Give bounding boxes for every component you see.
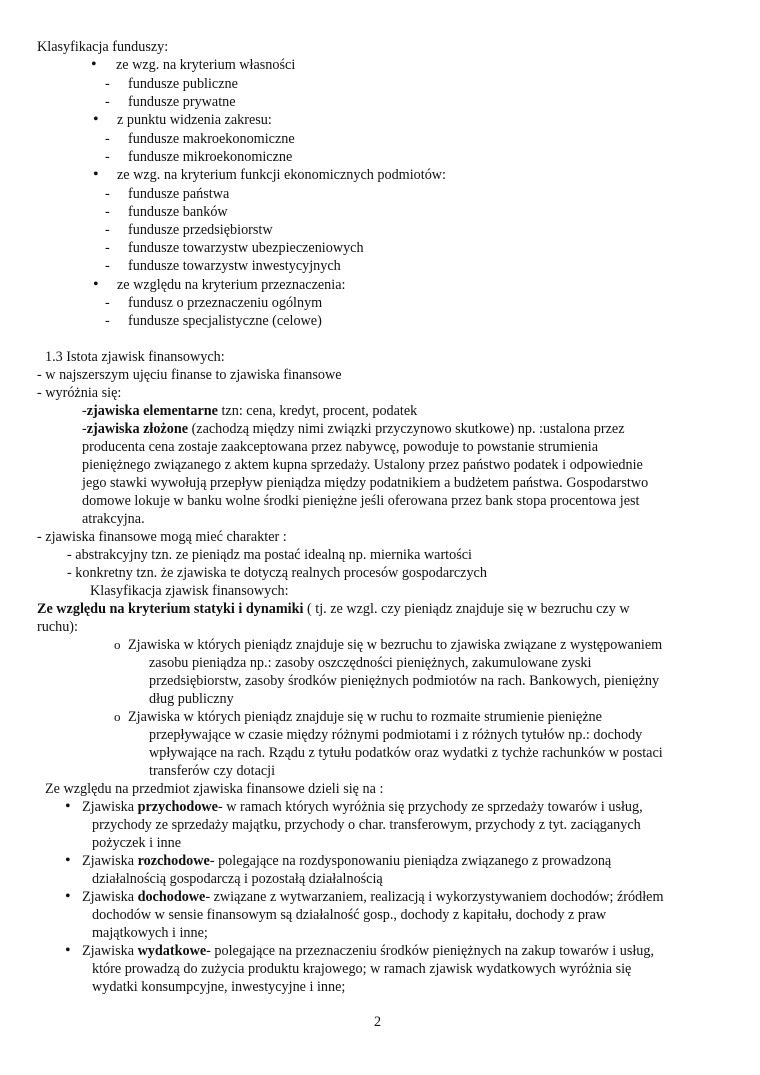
list-item: fundusze prywatne — [128, 94, 236, 110]
list-item: fundusze państwa — [128, 186, 230, 202]
paragraph-line: które prowadzą do zużycia produktu krajowego; w ramach zjawisk wydatkowych wyróżnia się — [92, 961, 632, 977]
statics-criterion: Ze względu na kryterium statyki i dynamiki ( tj. ze wzgl. czy pieniądz znajduje się w bezruchu czy w — [37, 601, 630, 617]
funds-group-label: ze względu na kryterium przeznaczenia: — [117, 277, 346, 293]
paragraph-line: - konkretny tzn. że zjawiska te dotyczą realnych procesów gospodarczych — [67, 565, 487, 581]
list-item: Zjawiska dochodowe- związane z wytwarzaniem, realizacją i wykorzystywaniem dochodów; źródłem — [82, 889, 664, 905]
paragraph-line: działalnością gospodarczą i pozostałą działalnością — [92, 871, 383, 887]
paragraph-line: atrakcyjna. — [82, 511, 145, 527]
elementary-phenomena: -zjawiska elementarne tzn: cena, kredyt, procent, podatek — [82, 403, 418, 419]
bullet-dot: • — [93, 166, 99, 183]
bullet-dot: • — [65, 888, 71, 905]
funds-group-label: z punktu widzenia zakresu: — [117, 112, 272, 128]
list-item: fundusze towarzystw ubezpieczeniowych — [128, 240, 364, 256]
paragraph-line: zasobu pieniądza np.: zasoby oszczędności pieniężnych, zakumulowane zyski — [149, 655, 592, 671]
funds-heading: Klasyfikacja funduszy: — [37, 39, 169, 55]
paragraph-line: jego stawki wywołują przepływ pieniądza między podatnikiem a budżetem państwa. Gospodarstwo — [82, 475, 649, 491]
funds-group-label: ze wzg. na kryterium własności — [116, 57, 296, 73]
subject-heading: Ze względu na przedmiot zjawiska finansowe dzieli się na : — [45, 781, 384, 797]
paragraph-line: majątkowych i inne; — [92, 925, 208, 941]
bullet-dot: • — [65, 942, 71, 959]
list-item: fundusz o przeznaczeniu ogólnym — [128, 295, 323, 311]
list-item: fundusze publiczne — [128, 76, 238, 92]
list-item: Zjawiska przychodowe- w ramach których wyróżnia się przychody ze sprzedaży towarów i usług, — [82, 799, 643, 815]
subheading: Klasyfikacja zjawisk finansowych: — [90, 583, 289, 599]
bullet-dot: • — [93, 276, 99, 293]
list-item: fundusze mikroekonomiczne — [128, 149, 293, 165]
list-item: fundusze banków — [128, 204, 228, 220]
paragraph-line: pożyczek i inne — [92, 835, 182, 851]
complex-phenomena: -zjawiska złożone (zachodzą między nimi związki przyczynowo skutkowe) np. :ustalona przez — [82, 421, 625, 437]
funds-group-label: ze wzg. na kryterium funkcji ekonomicznych podmiotów: — [117, 167, 446, 183]
paragraph-line: producenta cena zostaje zaakceptowana przez nabywcę, powoduje to powstanie strumienia — [82, 439, 599, 455]
paragraph-line: dług publiczny — [149, 691, 234, 707]
paragraph-line: ruchu): — [37, 619, 78, 635]
paragraph-line: przychody ze sprzedaży majątku, przychody o char. transferowym, przychody z tyt. zaciąganych — [92, 817, 641, 833]
list-item: fundusze makroekonomiczne — [128, 131, 295, 147]
paragraph-line: przedsiębiorstw, zasoby środków pieniężnych podmiotów na rach. Bankowych, pieniężny — [149, 673, 660, 689]
list-item: fundusze specjalistyczne (celowe) — [128, 313, 322, 329]
paragraph-line: Zjawiska w których pieniądz znajduje się w ruchu to rozmaite strumienie pieniężne — [128, 709, 602, 725]
paragraph-line: domowe lokuje w banku wolne środki pieniężne jeśli oferowana przez bank stopa procentowa jest — [82, 493, 640, 509]
section-title: 1.3 Istota zjawisk finansowych: — [45, 349, 225, 365]
bullet-dot: • — [65, 852, 71, 869]
paragraph-line: - abstrakcyjny tzn. ze pieniądz ma postać idealną np. miernika wartości — [67, 547, 472, 563]
list-item: Zjawiska rozchodowe- polegające na rozdysponowaniu pieniądza związanego z prowadzoną — [82, 853, 612, 869]
paragraph-line: - wyróżnia się: — [37, 385, 122, 401]
paragraph-line: wydatki konsumpcyjne, inwestycyjne i inne; — [92, 979, 346, 995]
circle-bullet: o — [114, 637, 121, 652]
list-item: fundusze towarzystw inwestycyjnych — [128, 258, 341, 274]
bullet-dot: • — [93, 111, 99, 128]
bullet-dot: • — [65, 798, 71, 815]
paragraph-line: wpływające na rach. Rządu z tytułu podatków oraz wydatki z tychże rachunków w postaci — [149, 745, 663, 761]
circle-bullet: o — [114, 709, 121, 724]
paragraph-line: przepływające w czasie między różnymi podmiotami i z różnych tytułów np.: dochody — [149, 727, 643, 743]
list-item: fundusze przedsiębiorstw — [128, 222, 273, 238]
bullet-dot: • — [91, 56, 97, 73]
paragraph-line: pieniężnego związanego z aktem kupna sprzedaży. Ustalony przez państwo podatek i odpowiednie — [82, 457, 643, 473]
paragraph-line: transferów czy dotacji — [149, 763, 276, 779]
list-item: Zjawiska wydatkowe- polegające na przeznaczeniu środków pieniężnych na zakup towarów i usług, — [82, 943, 655, 959]
page-number: 2 — [374, 1014, 382, 1030]
paragraph-line: dochodów w sensie finansowym są działalność gosp., dochody z kapitału, dochody z praw — [92, 907, 607, 923]
paragraph-line: - zjawiska finansowe mogą mieć charakter : — [37, 529, 287, 545]
paragraph-line: Zjawiska w których pieniądz znajduje się w bezruchu to zjawiska związane z występowaniem — [128, 637, 663, 653]
document-page: Klasyfikacja funduszy: • ze wzg. na kryterium własności - fundusze publiczne - fundusze prywatne • z punktu widzenia zakresu: - fundusze makroekonomiczne - fundusze mikroekonomiczne • ze wzg. na kryterium funkcji ekonomicznych podmiotów: - fundusze państwa - fundusze banków - fundusze przedsiębiorstw - fundusze towarzystw ubezpieczeniowych - fundusze towarzystw inwestycyjnych • ze względu na kryterium przeznaczenia: - fundusz o przeznaczeniu ogólnym - fundusze specjalistyczne (celowe) 1.3 Istota zjawisk finansowych: - w najszerszym ujęciu finanse to zjawiska finansowe - wyróżnia się: -zjawiska elementarne tzn: cena, kredyt, procent, podatek -zjawiska złożone (zachodzą między nimi związki przyczynowo skutkowe) np. :ustalona przez producenta cena zostaje zaakceptowana przez nabywcę, powoduje to powstanie strumienia pieniężnego związanego z aktem kupna sprzedaży. Ustalony przez państwo podatek i odpowiednie jego stawki wywołują przepływ pieniądza między podatnikiem a budżetem państwa. Gospodarstwo domowe lokuje w banku wolne środki pieniężne jeśli oferowana przez bank stopa procentowa jest atrakcyjna. - zjawiska finansowe mogą mieć charakter : - abstrakcyjny tzn. ze pieniądz ma postać idealną np. miernika wartości - konkretny tzn. że zjawiska te dotyczą realnych procesów gospodarczych Klasyfikacja zjawisk finansowych: Ze względu na kryterium statyki i dynamiki ( tj. ze wzgl. czy pieniądz znajduje się w bezruchu czy w ruchu): o Zjawiska w których pieniądz znajduje się w bezruchu to zjawiska związane z występowaniem zasobu pieniądza np.: zasoby oszczędności pieniężnych, zakumulowane zyski przedsiębiorstw, zasoby środków pieniężnych podmiotów na rach. Bankowych, pieniężny dług publiczny o Zjawiska w których pieniądz znajduje się w ruchu to rozmaite strumienie pieniężne przepływające w czasie między różnymi podmiotami i z różnych tytułów np.: dochody wpływające na rach. Rządu z tytułu podatków oraz wydatki z tychże rachunków w postaci transferów czy dotacji Ze względu na przedmiot zjawiska finansowe dzieli się na : • Zjawiska przychodowe- w ramach których wyróżnia się przychody ze sprzedaży towarów i usług, przychody ze sprzedaży majątku, przychody o char. transferowym, przychody z tyt. zaciąganych pożyczek i inne • Zjawiska rozchodowe- polegające na rozdysponowaniu pieniądza związanego z prowadzoną działalnością gospodarczą i pozostałą działalnością • Zjawiska dochodowe- związane z wytwarzaniem, realizacją i wykorzystywaniem dochodów; źródłem dochodów w sensie finansowym są działalność gosp., dochody z kapitału, dochody z praw majątkowych i inne; • Zjawiska wydatkowe- polegające na przeznaczeniu środków pieniężnych na zakup towarów i usług, które prowadzą do zużycia produktu krajowego; w ramach zjawisk wydatkowych wyróżnia się wydatki konsumpcyjne, inwestycyjne i inne; 2 — [37, 39, 664, 1030]
paragraph-line: - w najszerszym ujęciu finanse to zjawiska finansowe — [37, 367, 342, 383]
